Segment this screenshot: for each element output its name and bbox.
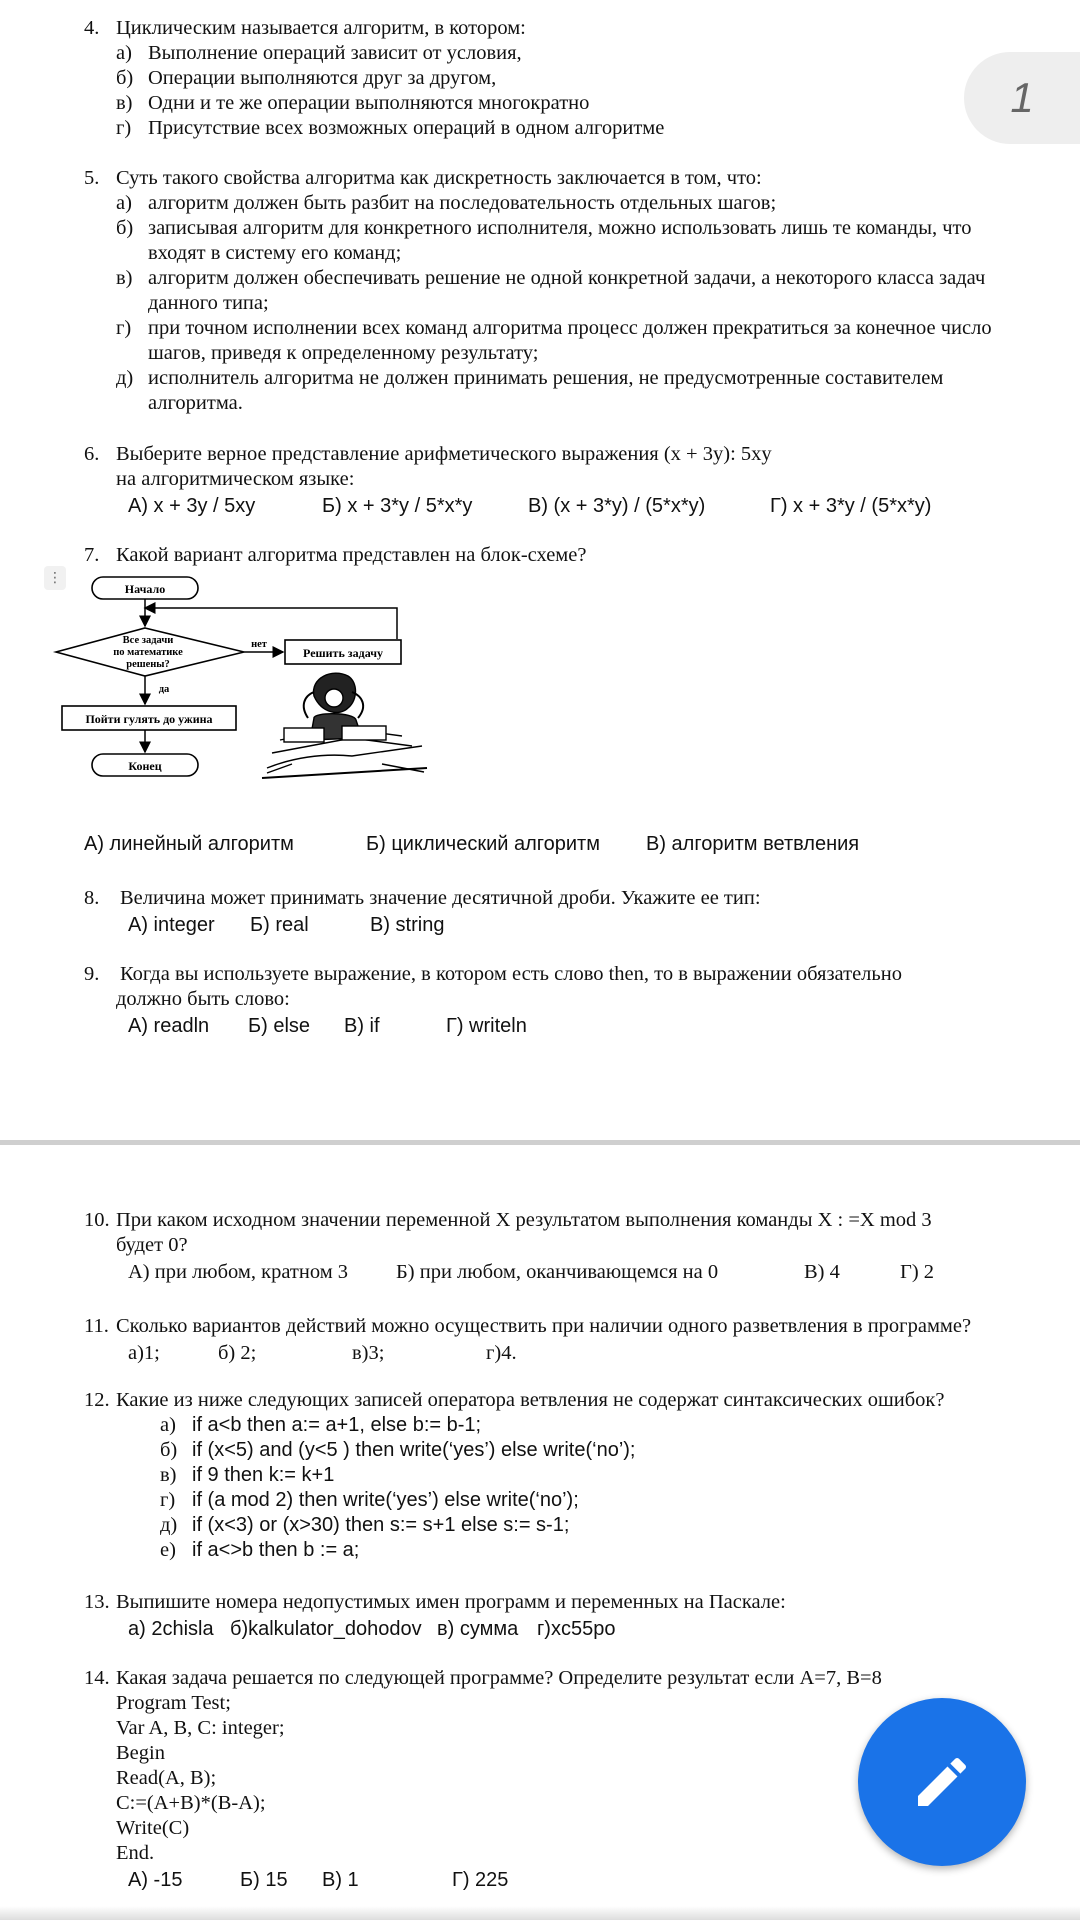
answer-option: а) алгоритм должен быть разбит на последовательность отдельных шагов; xyxy=(116,192,777,214)
question-number: 5. xyxy=(84,167,100,189)
flow-cond-line2: по математике xyxy=(113,647,183,658)
question-text: Сколько вариантов действий можно осуществить при наличии одного разветвления в программе? xyxy=(116,1315,972,1337)
answer-option: г) при точном исполнении всех команд алгоритма процесс должен прекратиться за конечное число шагов, приведя к определенному результату; xyxy=(116,317,992,364)
question-text: Циклическим называется алгоритм, в котором: xyxy=(116,17,526,39)
answer-option: Г) writeln xyxy=(446,1015,527,1037)
question-number: 6. xyxy=(84,443,100,465)
answer-option: В) if xyxy=(344,1015,380,1037)
question-number: 7. xyxy=(84,544,100,566)
code-line: C:=(A+B)*(B-A); xyxy=(116,1792,266,1814)
answer-option: б) Операции выполняются друг за другом, xyxy=(116,67,497,89)
flow-end-label: Конец xyxy=(128,759,162,773)
answer-option: г)4. xyxy=(486,1342,517,1364)
answer-option: В) 4 xyxy=(804,1261,840,1283)
answer-option: в)3; xyxy=(352,1342,385,1364)
question-text: Какой вариант алгоритма представлен на блок-схеме? xyxy=(116,544,587,566)
answer-option: Б) при любом, оканчивающемся на 0 xyxy=(396,1261,719,1283)
answer-option: А) integer xyxy=(128,914,215,936)
question-11 xyxy=(84,1314,971,1366)
question-number: 8. xyxy=(84,887,100,909)
answer-option: Г) 225 xyxy=(452,1869,509,1891)
question-12 xyxy=(84,1388,945,1563)
answer-option: А) при любом, кратном 3 xyxy=(128,1261,349,1283)
question-number: 13. xyxy=(84,1591,110,1613)
answer-option: Г) 2 xyxy=(900,1261,935,1283)
question-text: Когда вы используете выражение, в котором есть слово then, то в выражении обязательно xyxy=(120,963,902,985)
page-divider xyxy=(0,1140,1080,1145)
answer-option: А) -15 xyxy=(128,1869,183,1891)
code-listing xyxy=(116,1691,882,1866)
answer-option: б) 2; xyxy=(218,1342,257,1364)
question-number: 14. xyxy=(84,1667,110,1689)
answer-option: В) string xyxy=(370,914,445,936)
answer-option: а) Выполнение операций зависит от условия, xyxy=(116,42,522,64)
answer-option: а)1; xyxy=(128,1342,160,1364)
answer-option: г) if (a mod 2) then write(‘yes’) else write(‘no’); xyxy=(160,1489,579,1511)
page-number-badge: 1 xyxy=(964,52,1080,144)
answer-option: в) if 9 then k:= k+1 xyxy=(160,1464,335,1486)
question-text: При каком исходном значении переменной X результатом выполнения команды X : =X mod 3 xyxy=(116,1209,932,1231)
answer-option: Б) x + 3*y / 5*x*y xyxy=(322,495,473,517)
question-number: 4. xyxy=(84,17,100,39)
flow-walk-label: Пойти гулять до ужина xyxy=(85,712,213,726)
question-text: Величина может принимать значение десятичной дроби. Укажите ее тип: xyxy=(120,887,761,909)
flowchart xyxy=(52,568,432,790)
answer-option: А) x + 3y / 5xy xyxy=(128,495,256,517)
flow-no-label: нет xyxy=(251,639,267,650)
answer-option: Б) 15 xyxy=(240,1869,288,1891)
question-6 xyxy=(84,442,931,519)
answer-option: Б) циклический алгоритм xyxy=(366,833,600,855)
answer-option: А) линейный алгоритм xyxy=(84,833,294,855)
question-number: 10. xyxy=(84,1209,110,1231)
answer-option: б) записывая алгоритм для конкретного исполнителя, можно использовать лишь те команды, что входят в систему его команд; xyxy=(116,217,972,264)
answer-option: е) if a<>b then b := a; xyxy=(160,1539,360,1561)
question-number: 9. xyxy=(84,963,100,985)
answer-option: В) 1 xyxy=(322,1869,359,1891)
answer-option: В) (x + 3*y) / (5*x*y) xyxy=(528,495,706,517)
answer-option: в) Одни и те же операции выполняются многократно xyxy=(116,92,590,114)
code-line: Var A, B, C: integer; xyxy=(116,1717,285,1739)
question-13 xyxy=(84,1590,786,1642)
code-line: Read(A, B); xyxy=(116,1767,217,1789)
question-text: Выпишите номера недопустимых имен программ и переменных на Паскале: xyxy=(116,1591,786,1613)
answer-option: в) сумма xyxy=(437,1618,519,1640)
question-8 xyxy=(84,886,761,938)
question-14 xyxy=(84,1666,882,1893)
question-text-cont: будет 0? xyxy=(116,1234,188,1256)
vertical-dots-icon[interactable]: ⋮ xyxy=(44,566,66,590)
question-7-options xyxy=(84,832,859,857)
question-5 xyxy=(84,166,998,416)
answer-option: а) if a<b then a:= a+1, else b:= b-1; xyxy=(160,1414,482,1436)
answer-option: д) исполнитель алгоритма не должен принимать решения, не предусмотренные составителем алгоритма. xyxy=(116,367,944,414)
question-text: Какие из ниже следующих записей оператора ветвления не содержат синтаксических ошибок? xyxy=(116,1389,945,1411)
answer-option: А) readln xyxy=(128,1015,210,1037)
answer-option: Б) real xyxy=(250,914,309,936)
question-number: 12. xyxy=(84,1389,110,1411)
flow-cond-line3: решены? xyxy=(126,659,170,670)
answer-option: г)xc55po xyxy=(537,1618,616,1640)
student-illustration xyxy=(262,673,427,778)
answer-option: г) Присутствие всех возможных операций в одном алгоритме xyxy=(116,117,665,139)
question-text: Какая задача решается по следующей программе? Определите результат если A=7, B=8 xyxy=(116,1667,882,1689)
bottom-edge xyxy=(0,1906,1080,1920)
question-text: Выберите верное представление арифметического выражения (x + 3y): 5xy xyxy=(116,443,772,465)
code-line: Write(C) xyxy=(116,1817,190,1839)
answer-option: Г) x + 3*y / (5*x*y) xyxy=(770,495,932,517)
flow-cond-line1: Все задачи xyxy=(122,635,174,646)
code-line: End. xyxy=(116,1842,155,1864)
answer-option: а) 2chisla xyxy=(128,1618,214,1640)
question-10 xyxy=(84,1208,934,1285)
question-text-cont: должно быть слово: xyxy=(116,988,290,1010)
answer-option: в) алгоритм должен обеспечивать решение не одной конкретной задачи, а некоторого класса задач данного типа; xyxy=(116,267,986,314)
edit-fab-button[interactable] xyxy=(858,1698,1026,1866)
answer-option: В) алгоритм ветвления xyxy=(646,833,860,855)
question-9 xyxy=(84,962,902,1039)
answer-option: б) if (x<5) and (y<5 ) then write(‘yes’) else write(‘no’); xyxy=(160,1439,636,1461)
question-7 xyxy=(84,543,586,568)
question-4 xyxy=(84,16,664,141)
question-number: 11. xyxy=(84,1315,109,1337)
code-line: Program Test; xyxy=(116,1692,231,1714)
flow-yes-label: да xyxy=(158,684,170,695)
flow-start-label: Начало xyxy=(124,582,166,596)
answer-option: б)kalkulator_dohodov xyxy=(230,1618,422,1640)
question-text-cont: на алгоритмическом языке: xyxy=(116,468,355,490)
flow-solve-label: Решить задачу xyxy=(303,646,383,660)
pencil-icon xyxy=(910,1750,974,1814)
question-text: Суть такого свойства алгоритма как дискретность заключается в том, что: xyxy=(116,167,762,189)
code-line: Begin xyxy=(116,1742,165,1764)
answer-option: д) if (x<3) or (x>30) then s:= s+1 else s:= s-1; xyxy=(160,1514,570,1536)
answer-option: Б) else xyxy=(248,1015,311,1037)
